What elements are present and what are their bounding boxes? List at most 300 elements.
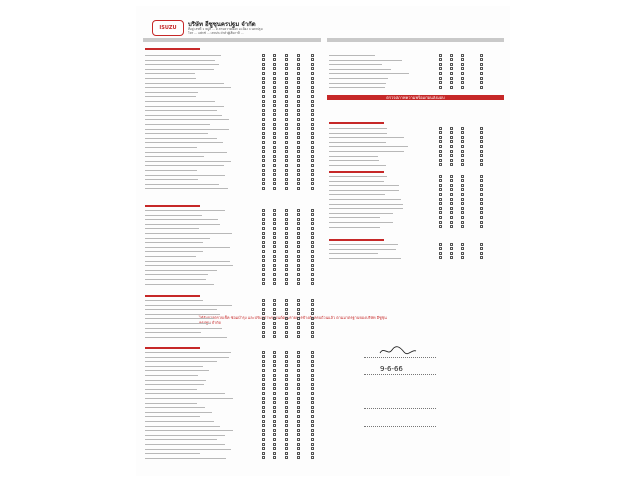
checklist-checkbox[interactable]	[297, 109, 300, 112]
checklist-checkbox[interactable]	[450, 207, 453, 210]
checklist-checkbox[interactable]	[461, 67, 464, 70]
checklist-checkbox[interactable]	[461, 225, 464, 228]
checklist-checkbox[interactable]	[273, 387, 276, 390]
checklist-checkbox[interactable]	[450, 127, 453, 130]
checklist-checkbox[interactable]	[262, 387, 265, 390]
checklist-checkbox[interactable]	[262, 397, 265, 400]
checklist-checkbox[interactable]	[297, 447, 300, 450]
checklist-checkbox[interactable]	[450, 54, 453, 57]
checklist-checkbox[interactable]	[262, 308, 265, 311]
checklist-checkbox[interactable]	[461, 136, 464, 139]
checklist-checkbox[interactable]	[297, 456, 300, 459]
checklist-checkbox[interactable]	[311, 104, 314, 107]
checklist-checkbox[interactable]	[262, 415, 265, 418]
checklist-checkbox[interactable]	[273, 360, 276, 363]
checklist-checkbox[interactable]	[297, 378, 300, 381]
checklist-checkbox[interactable]	[262, 355, 265, 358]
checklist-checkbox[interactable]	[461, 131, 464, 134]
checklist-checkbox[interactable]	[311, 77, 314, 80]
checklist-checkbox[interactable]	[285, 182, 288, 185]
checklist-checkbox[interactable]	[480, 77, 483, 80]
checklist-checkbox[interactable]	[311, 123, 314, 126]
checklist-checkbox[interactable]	[262, 312, 265, 315]
checklist-checkbox[interactable]	[297, 397, 300, 400]
checklist-checkbox[interactable]	[450, 159, 453, 162]
checklist-checkbox[interactable]	[311, 169, 314, 172]
checklist-checkbox[interactable]	[480, 72, 483, 75]
checklist-checkbox[interactable]	[461, 54, 464, 57]
checklist-checkbox[interactable]	[285, 335, 288, 338]
checklist-checkbox[interactable]	[311, 100, 314, 103]
checklist-checkbox[interactable]	[450, 140, 453, 143]
checklist-checkbox[interactable]	[285, 155, 288, 158]
checklist-checkbox[interactable]	[273, 209, 276, 212]
checklist-checkbox[interactable]	[480, 150, 483, 153]
checklist-checkbox[interactable]	[285, 351, 288, 354]
checklist-checkbox[interactable]	[311, 113, 314, 116]
checklist-checkbox[interactable]	[297, 123, 300, 126]
checklist-checkbox[interactable]	[311, 245, 314, 248]
checklist-checkbox[interactable]	[297, 250, 300, 253]
checklist-checkbox[interactable]	[311, 250, 314, 253]
checklist-checkbox[interactable]	[285, 146, 288, 149]
checklist-checkbox[interactable]	[480, 175, 483, 178]
checklist-checkbox[interactable]	[262, 326, 265, 329]
checklist-checkbox[interactable]	[262, 118, 265, 121]
checklist-checkbox[interactable]	[297, 178, 300, 181]
checklist-checkbox[interactable]	[297, 401, 300, 404]
checklist-checkbox[interactable]	[450, 81, 453, 84]
checklist-checkbox[interactable]	[297, 255, 300, 258]
checklist-checkbox[interactable]	[297, 278, 300, 281]
checklist-checkbox[interactable]	[297, 63, 300, 66]
checklist-checkbox[interactable]	[311, 86, 314, 89]
checklist-checkbox[interactable]	[461, 159, 464, 162]
checklist-checkbox[interactable]	[273, 95, 276, 98]
checklist-checkbox[interactable]	[273, 187, 276, 190]
checklist-checkbox[interactable]	[480, 63, 483, 66]
checklist-checkbox[interactable]	[285, 141, 288, 144]
checklist-checkbox[interactable]	[273, 255, 276, 258]
checklist-checkbox[interactable]	[273, 100, 276, 103]
checklist-checkbox[interactable]	[273, 136, 276, 139]
checklist-checkbox[interactable]	[273, 123, 276, 126]
checklist-checkbox[interactable]	[273, 178, 276, 181]
checklist-checkbox[interactable]	[297, 374, 300, 377]
checklist-checkbox[interactable]	[285, 118, 288, 121]
checklist-checkbox[interactable]	[480, 179, 483, 182]
checklist-checkbox[interactable]	[273, 364, 276, 367]
checklist-checkbox[interactable]	[297, 351, 300, 354]
checklist-checkbox[interactable]	[262, 452, 265, 455]
checklist-checkbox[interactable]	[262, 299, 265, 302]
checklist-checkbox[interactable]	[297, 387, 300, 390]
checklist-checkbox[interactable]	[311, 264, 314, 267]
checklist-checkbox[interactable]	[450, 252, 453, 255]
checklist-checkbox[interactable]	[311, 255, 314, 258]
checklist-checkbox[interactable]	[450, 256, 453, 259]
checklist-checkbox[interactable]	[311, 424, 314, 427]
checklist-checkbox[interactable]	[262, 127, 265, 130]
checklist-checkbox[interactable]	[262, 335, 265, 338]
checklist-checkbox[interactable]	[273, 155, 276, 158]
checklist-checkbox[interactable]	[285, 213, 288, 216]
checklist-checkbox[interactable]	[285, 173, 288, 176]
checklist-checkbox[interactable]	[311, 227, 314, 230]
checklist-checkbox[interactable]	[262, 169, 265, 172]
checklist-checkbox[interactable]	[262, 317, 265, 320]
checklist-checkbox[interactable]	[439, 184, 442, 187]
checklist-checkbox[interactable]	[297, 312, 300, 315]
checklist-checkbox[interactable]	[262, 222, 265, 225]
checklist-checkbox[interactable]	[439, 247, 442, 250]
checklist-checkbox[interactable]	[262, 259, 265, 262]
checklist-checkbox[interactable]	[285, 424, 288, 427]
checklist-checkbox[interactable]	[311, 433, 314, 436]
checklist-checkbox[interactable]	[461, 72, 464, 75]
checklist-checkbox[interactable]	[273, 213, 276, 216]
checklist-checkbox[interactable]	[450, 86, 453, 89]
checklist-checkbox[interactable]	[273, 173, 276, 176]
checklist-checkbox[interactable]	[285, 159, 288, 162]
checklist-checkbox[interactable]	[262, 100, 265, 103]
checklist-checkbox[interactable]	[297, 364, 300, 367]
checklist-checkbox[interactable]	[262, 392, 265, 395]
checklist-checkbox[interactable]	[285, 250, 288, 253]
checklist-checkbox[interactable]	[311, 232, 314, 235]
checklist-checkbox[interactable]	[262, 383, 265, 386]
checklist-checkbox[interactable]	[262, 109, 265, 112]
checklist-checkbox[interactable]	[450, 193, 453, 196]
checklist-checkbox[interactable]	[450, 67, 453, 70]
checklist-checkbox[interactable]	[273, 141, 276, 144]
checklist-checkbox[interactable]	[297, 113, 300, 116]
checklist-checkbox[interactable]	[461, 211, 464, 214]
checklist-checkbox[interactable]	[439, 136, 442, 139]
checklist-checkbox[interactable]	[461, 243, 464, 246]
checklist-checkbox[interactable]	[273, 308, 276, 311]
checklist-checkbox[interactable]	[273, 429, 276, 432]
checklist-checkbox[interactable]	[311, 173, 314, 176]
checklist-checkbox[interactable]	[273, 369, 276, 372]
checklist-checkbox[interactable]	[480, 154, 483, 157]
checklist-checkbox[interactable]	[450, 211, 453, 214]
checklist-checkbox[interactable]	[480, 216, 483, 219]
checklist-checkbox[interactable]	[273, 351, 276, 354]
checklist-checkbox[interactable]	[439, 225, 442, 228]
checklist-checkbox[interactable]	[285, 169, 288, 172]
checklist-checkbox[interactable]	[311, 218, 314, 221]
checklist-checkbox[interactable]	[480, 252, 483, 255]
checklist-checkbox[interactable]	[297, 213, 300, 216]
checklist-checkbox[interactable]	[285, 415, 288, 418]
checklist-checkbox[interactable]	[285, 109, 288, 112]
checklist-checkbox[interactable]	[285, 104, 288, 107]
checklist-checkbox[interactable]	[311, 410, 314, 413]
checklist-checkbox[interactable]	[285, 410, 288, 413]
checklist-checkbox[interactable]	[311, 387, 314, 390]
checklist-checkbox[interactable]	[439, 131, 442, 134]
checklist-checkbox[interactable]	[273, 169, 276, 172]
checklist-checkbox[interactable]	[480, 140, 483, 143]
checklist-checkbox[interactable]	[297, 335, 300, 338]
checklist-checkbox[interactable]	[311, 213, 314, 216]
checklist-checkbox[interactable]	[285, 331, 288, 334]
checklist-checkbox[interactable]	[297, 282, 300, 285]
checklist-checkbox[interactable]	[297, 222, 300, 225]
checklist-checkbox[interactable]	[273, 401, 276, 404]
checklist-checkbox[interactable]	[262, 209, 265, 212]
checklist-checkbox[interactable]	[311, 429, 314, 432]
checklist-checkbox[interactable]	[285, 245, 288, 248]
checklist-checkbox[interactable]	[311, 360, 314, 363]
checklist-checkbox[interactable]	[285, 132, 288, 135]
checklist-checkbox[interactable]	[311, 369, 314, 372]
checklist-checkbox[interactable]	[262, 456, 265, 459]
checklist-checkbox[interactable]	[273, 118, 276, 121]
checklist-checkbox[interactable]	[311, 299, 314, 302]
checklist-checkbox[interactable]	[273, 182, 276, 185]
checklist-checkbox[interactable]	[461, 202, 464, 205]
checklist-checkbox[interactable]	[439, 221, 442, 224]
checklist-checkbox[interactable]	[273, 278, 276, 281]
checklist-checkbox[interactable]	[262, 241, 265, 244]
checklist-checkbox[interactable]	[461, 221, 464, 224]
checklist-checkbox[interactable]	[439, 202, 442, 205]
checklist-checkbox[interactable]	[311, 312, 314, 315]
checklist-checkbox[interactable]	[297, 118, 300, 121]
checklist-checkbox[interactable]	[273, 383, 276, 386]
checklist-checkbox[interactable]	[262, 236, 265, 239]
checklist-checkbox[interactable]	[311, 303, 314, 306]
checklist-checkbox[interactable]	[285, 227, 288, 230]
checklist-checkbox[interactable]	[450, 216, 453, 219]
checklist-checkbox[interactable]	[273, 452, 276, 455]
checklist-checkbox[interactable]	[297, 227, 300, 230]
checklist-checkbox[interactable]	[273, 317, 276, 320]
checklist-checkbox[interactable]	[461, 127, 464, 130]
checklist-checkbox[interactable]	[285, 268, 288, 271]
checklist-checkbox[interactable]	[297, 420, 300, 423]
checklist-checkbox[interactable]	[285, 364, 288, 367]
checklist-checkbox[interactable]	[461, 175, 464, 178]
checklist-checkbox[interactable]	[285, 383, 288, 386]
checklist-checkbox[interactable]	[439, 145, 442, 148]
checklist-checkbox[interactable]	[297, 159, 300, 162]
checklist-checkbox[interactable]	[461, 81, 464, 84]
checklist-checkbox[interactable]	[285, 67, 288, 70]
checklist-checkbox[interactable]	[285, 443, 288, 446]
checklist-checkbox[interactable]	[262, 282, 265, 285]
checklist-checkbox[interactable]	[262, 364, 265, 367]
checklist-checkbox[interactable]	[439, 252, 442, 255]
checklist-checkbox[interactable]	[273, 259, 276, 262]
checklist-checkbox[interactable]	[311, 355, 314, 358]
checklist-checkbox[interactable]	[311, 178, 314, 181]
checklist-checkbox[interactable]	[297, 410, 300, 413]
checklist-checkbox[interactable]	[450, 198, 453, 201]
checklist-checkbox[interactable]	[450, 247, 453, 250]
checklist-checkbox[interactable]	[297, 392, 300, 395]
checklist-checkbox[interactable]	[311, 273, 314, 276]
checklist-checkbox[interactable]	[297, 452, 300, 455]
checklist-checkbox[interactable]	[273, 218, 276, 221]
checklist-checkbox[interactable]	[285, 123, 288, 126]
checklist-checkbox[interactable]	[311, 374, 314, 377]
checklist-checkbox[interactable]	[461, 140, 464, 143]
checklist-checkbox[interactable]	[273, 222, 276, 225]
checklist-checkbox[interactable]	[262, 146, 265, 149]
checklist-checkbox[interactable]	[273, 335, 276, 338]
checklist-checkbox[interactable]	[285, 392, 288, 395]
checklist-checkbox[interactable]	[273, 159, 276, 162]
checklist-checkbox[interactable]	[311, 401, 314, 404]
checklist-checkbox[interactable]	[285, 164, 288, 167]
checklist-checkbox[interactable]	[262, 250, 265, 253]
checklist-checkbox[interactable]	[311, 127, 314, 130]
checklist-checkbox[interactable]	[480, 184, 483, 187]
checklist-checkbox[interactable]	[262, 77, 265, 80]
checklist-checkbox[interactable]	[273, 90, 276, 93]
checklist-checkbox[interactable]	[439, 154, 442, 157]
checklist-checkbox[interactable]	[480, 202, 483, 205]
checklist-checkbox[interactable]	[311, 268, 314, 271]
checklist-checkbox[interactable]	[285, 447, 288, 450]
checklist-checkbox[interactable]	[285, 299, 288, 302]
checklist-checkbox[interactable]	[262, 81, 265, 84]
checklist-checkbox[interactable]	[285, 150, 288, 153]
checklist-checkbox[interactable]	[297, 155, 300, 158]
checklist-checkbox[interactable]	[311, 109, 314, 112]
checklist-checkbox[interactable]	[262, 438, 265, 441]
checklist-checkbox[interactable]	[273, 299, 276, 302]
checklist-checkbox[interactable]	[262, 443, 265, 446]
checklist-checkbox[interactable]	[461, 207, 464, 210]
checklist-checkbox[interactable]	[461, 216, 464, 219]
checklist-checkbox[interactable]	[273, 410, 276, 413]
checklist-checkbox[interactable]	[285, 303, 288, 306]
checklist-checkbox[interactable]	[262, 322, 265, 325]
checklist-checkbox[interactable]	[273, 232, 276, 235]
checklist-checkbox[interactable]	[262, 303, 265, 306]
checklist-checkbox[interactable]	[480, 131, 483, 134]
checklist-checkbox[interactable]	[262, 218, 265, 221]
checklist-checkbox[interactable]	[273, 236, 276, 239]
checklist-checkbox[interactable]	[311, 452, 314, 455]
checklist-checkbox[interactable]	[461, 179, 464, 182]
checklist-checkbox[interactable]	[461, 198, 464, 201]
checklist-checkbox[interactable]	[450, 225, 453, 228]
checklist-checkbox[interactable]	[297, 438, 300, 441]
checklist-checkbox[interactable]	[285, 456, 288, 459]
checklist-checkbox[interactable]	[461, 256, 464, 259]
checklist-checkbox[interactable]	[262, 159, 265, 162]
checklist-checkbox[interactable]	[311, 118, 314, 121]
checklist-checkbox[interactable]	[297, 241, 300, 244]
checklist-checkbox[interactable]	[297, 58, 300, 61]
checklist-checkbox[interactable]	[262, 331, 265, 334]
checklist-checkbox[interactable]	[273, 355, 276, 358]
checklist-checkbox[interactable]	[285, 312, 288, 315]
checklist-checkbox[interactable]	[480, 67, 483, 70]
checklist-checkbox[interactable]	[273, 77, 276, 80]
checklist-checkbox[interactable]	[262, 113, 265, 116]
checklist-checkbox[interactable]	[285, 438, 288, 441]
checklist-checkbox[interactable]	[461, 188, 464, 191]
checklist-checkbox[interactable]	[297, 433, 300, 436]
checklist-checkbox[interactable]	[285, 420, 288, 423]
checklist-checkbox[interactable]	[285, 369, 288, 372]
checklist-checkbox[interactable]	[273, 63, 276, 66]
checklist-checkbox[interactable]	[273, 406, 276, 409]
checklist-checkbox[interactable]	[439, 81, 442, 84]
checklist-checkbox[interactable]	[262, 245, 265, 248]
checklist-checkbox[interactable]	[297, 299, 300, 302]
checklist-checkbox[interactable]	[480, 54, 483, 57]
checklist-checkbox[interactable]	[461, 163, 464, 166]
checklist-checkbox[interactable]	[273, 72, 276, 75]
checklist-checkbox[interactable]	[311, 420, 314, 423]
checklist-checkbox[interactable]	[297, 429, 300, 432]
checklist-checkbox[interactable]	[262, 95, 265, 98]
checklist-checkbox[interactable]	[285, 54, 288, 57]
checklist-checkbox[interactable]	[262, 264, 265, 267]
checklist-checkbox[interactable]	[297, 54, 300, 57]
checklist-checkbox[interactable]	[450, 188, 453, 191]
checklist-checkbox[interactable]	[297, 104, 300, 107]
checklist-checkbox[interactable]	[297, 415, 300, 418]
checklist-checkbox[interactable]	[450, 175, 453, 178]
checklist-checkbox[interactable]	[480, 188, 483, 191]
checklist-checkbox[interactable]	[297, 259, 300, 262]
checklist-checkbox[interactable]	[461, 86, 464, 89]
checklist-checkbox[interactable]	[285, 178, 288, 181]
checklist-checkbox[interactable]	[262, 278, 265, 281]
checklist-checkbox[interactable]	[297, 360, 300, 363]
checklist-checkbox[interactable]	[285, 282, 288, 285]
checklist-checkbox[interactable]	[262, 187, 265, 190]
checklist-checkbox[interactable]	[439, 207, 442, 210]
checklist-checkbox[interactable]	[285, 58, 288, 61]
checklist-checkbox[interactable]	[273, 312, 276, 315]
checklist-checkbox[interactable]	[273, 438, 276, 441]
checklist-checkbox[interactable]	[285, 273, 288, 276]
checklist-checkbox[interactable]	[311, 378, 314, 381]
checklist-checkbox[interactable]	[262, 63, 265, 66]
checklist-checkbox[interactable]	[285, 113, 288, 116]
checklist-checkbox[interactable]	[262, 433, 265, 436]
checklist-checkbox[interactable]	[311, 282, 314, 285]
checklist-checkbox[interactable]	[285, 322, 288, 325]
checklist-checkbox[interactable]	[273, 392, 276, 395]
checklist-checkbox[interactable]	[311, 132, 314, 135]
checklist-checkbox[interactable]	[450, 184, 453, 187]
checklist-checkbox[interactable]	[297, 443, 300, 446]
checklist-checkbox[interactable]	[461, 252, 464, 255]
checklist-checkbox[interactable]	[285, 308, 288, 311]
checklist-checkbox[interactable]	[439, 150, 442, 153]
checklist-checkbox[interactable]	[439, 63, 442, 66]
checklist-checkbox[interactable]	[273, 326, 276, 329]
checklist-checkbox[interactable]	[450, 221, 453, 224]
checklist-checkbox[interactable]	[285, 387, 288, 390]
checklist-checkbox[interactable]	[439, 140, 442, 143]
checklist-checkbox[interactable]	[297, 164, 300, 167]
checklist-checkbox[interactable]	[285, 209, 288, 212]
checklist-checkbox[interactable]	[273, 164, 276, 167]
checklist-checkbox[interactable]	[461, 58, 464, 61]
checklist-checkbox[interactable]	[262, 410, 265, 413]
